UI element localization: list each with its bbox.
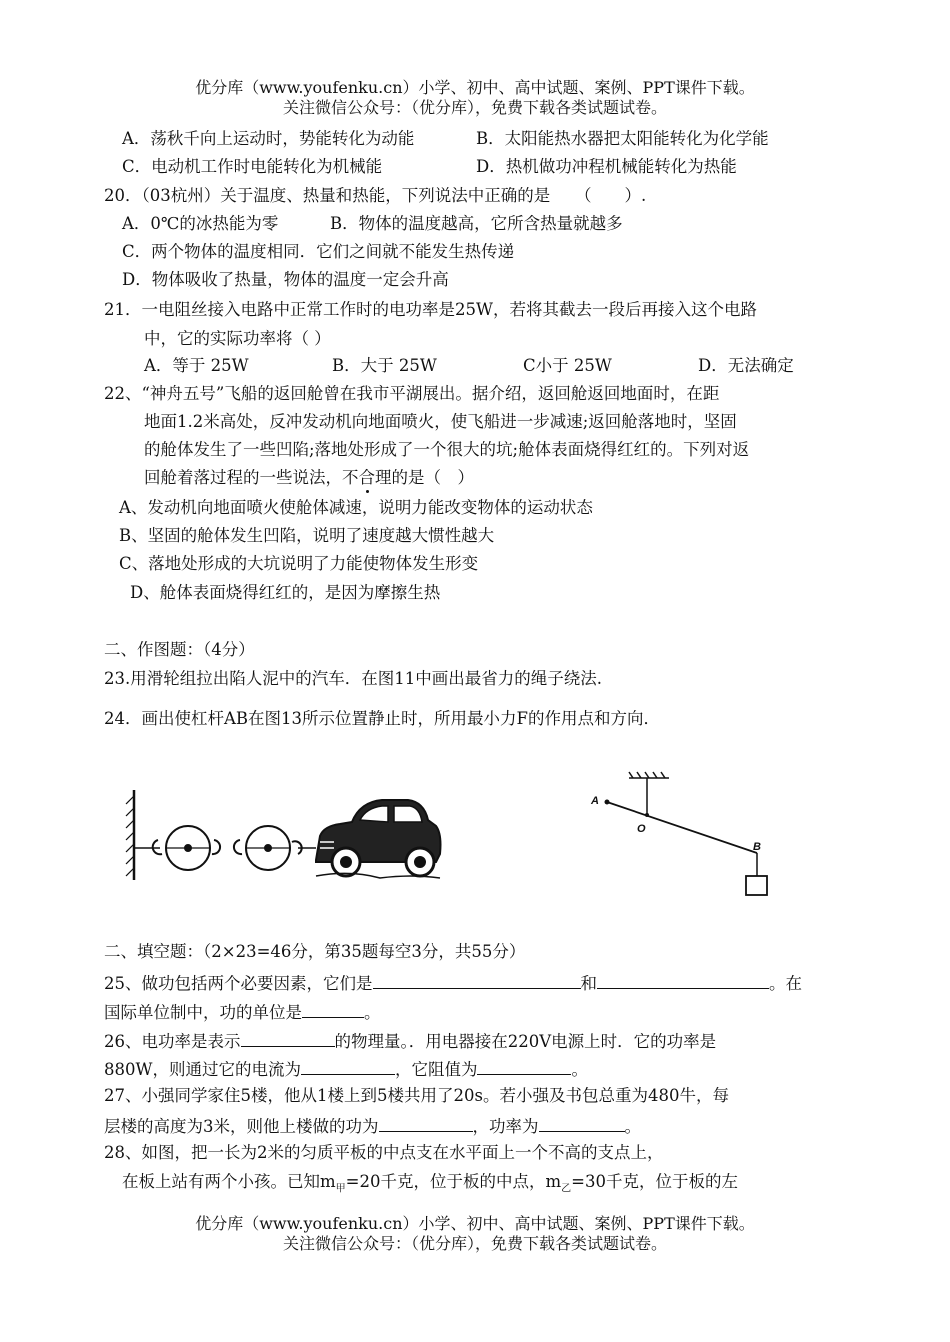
q22-option-a: A、发动机向地面喷火使舱体减速，说明力能改变物体的运动状态	[119, 498, 593, 517]
q26-text-4: ，它阻值为	[394, 1060, 478, 1079]
q26-text-5: 。	[571, 1060, 588, 1079]
q25-text-4: 国际单位制中，功的单位是	[104, 1003, 302, 1022]
q22-line-4	[144, 470, 474, 487]
q22-line-4-start: 回舱着落过程的一些说法，	[144, 468, 342, 487]
q26-blank-2[interactable]	[301, 1059, 395, 1075]
q27-line-2	[104, 1116, 641, 1136]
q23-stem: 23.用滑轮组拉出陷人泥中的汽车．在图11中画出最省力的绳子绕法.	[104, 669, 602, 688]
q27-blank-2[interactable]	[539, 1116, 625, 1132]
q25-text-5: 。	[364, 1003, 381, 1022]
q21-option-b: B．大于 25W	[332, 356, 437, 375]
pivot-o-marker	[645, 813, 649, 817]
q26-text-1: 26、电功率是表示	[104, 1032, 241, 1051]
q25-blank-3[interactable]	[302, 1002, 364, 1018]
q27-blank-1[interactable]	[379, 1116, 473, 1132]
q21-option-d: D．无法确定	[698, 356, 794, 375]
pulley-car-figure	[120, 790, 450, 890]
q24-stem: 24．画出使杠杆AB在图13所示位置静止时，所用最小力F的作用点和方向．	[104, 709, 660, 728]
q28-text-3: =30千克，位于板的左	[571, 1172, 738, 1191]
footer-line-2: 关注微信公众号：（优分库），免费下载各类试题试卷。	[282, 1234, 667, 1253]
q28-sub-jia: 甲	[335, 1183, 346, 1195]
q22-option-d: D、舱体表面烧得红红的，是因为摩擦生热	[130, 583, 441, 602]
q20-option-a: A．0℃的冰热能为零	[122, 214, 279, 233]
header-line-2: 关注微信公众号：（优分库），免费下载各类试题试卷。	[282, 98, 667, 117]
q28-text-2: =20千克，位于板的中点，m	[345, 1172, 562, 1191]
car-icon	[316, 800, 441, 878]
q26-line-2	[104, 1059, 588, 1079]
lever-figure	[585, 770, 785, 900]
q20-option-d: D．物体吸收了热量，物体的温度一定会升高	[122, 270, 449, 289]
q20-stem: 20．（03杭州）关于温度、热量和热能，下列说法中正确的是 （ ）.	[104, 186, 647, 205]
label-b: B	[753, 841, 761, 853]
q25-blank-1[interactable]	[373, 973, 581, 989]
point-a-marker	[605, 800, 610, 805]
q28-line-1: 28、如图，把一长为2米的匀质平板的中点支在水平面上一个不高的支点上，	[104, 1143, 664, 1162]
wall-support	[126, 790, 162, 880]
q27-text-3: 。	[624, 1117, 641, 1136]
q25-blank-2[interactable]	[597, 973, 769, 989]
lever-bar	[607, 802, 757, 853]
q25-text-2: 和	[580, 974, 597, 993]
footer-line-1: 优分库（www.youfenku.cn）小学、初中、高中试题、案例、PPT课件下载。	[195, 1214, 755, 1233]
q28-text-1: 在板上站有两个小孩。已知m	[122, 1172, 336, 1191]
q25-line-1	[104, 973, 802, 993]
q27-line-1: 27、小强同学家住5楼，他从1楼上到5楼共用了20s。若小强及书包总重为480牛，每	[104, 1086, 729, 1105]
q22-emphasis-word: 不合理	[342, 468, 392, 487]
header-line-1: 优分库（www.youfenku.cn）小学、初中、高中试题、案例、PPT课件下载。	[195, 78, 755, 97]
section-3-title: 二、填空题：（2×23=46分，第35题每空3分，共55分）	[104, 942, 526, 961]
label-a: A	[591, 795, 599, 807]
q19-option-b: B．太阳能热水器把太阳能转化为化学能	[476, 129, 769, 148]
q25-line-2	[104, 1002, 381, 1022]
q26-blank-1[interactable]	[241, 1031, 335, 1047]
section-2-title: 二、作图题：（4分）	[104, 640, 255, 659]
q20-option-c: C．两个物体的温度相同．它们之间就不能发生热传递	[122, 242, 515, 261]
q21-stem-line-2: 中，它的实际功率将（ ）	[144, 329, 331, 348]
q26-blank-3[interactable]	[477, 1059, 571, 1075]
q26-text-3: 880W，则通过它的电流为	[104, 1060, 301, 1079]
q28-line-2	[122, 1174, 738, 1194]
q19-option-c: C．电动机工作时电能转化为机械能	[122, 157, 383, 176]
q22-line-1: 22、“神舟五号”飞船的返回舱曾在我市平湖展出。据介绍，返回舱返回地面时，在距	[104, 384, 720, 403]
q25-text-1: 25、做功包括两个必要因素，它们是	[104, 974, 373, 993]
q27-text-1: 层楼的高度为3米，则他上楼做的功为	[104, 1117, 379, 1136]
q22-option-b: B、坚固的舱体发生凹陷，说明了速度越大惯性越大	[119, 526, 495, 545]
movable-pulley	[234, 826, 316, 870]
q28-sub-yi: 乙	[561, 1183, 572, 1195]
q19-option-a: A．荡秋千向上运动时，势能转化为动能	[122, 129, 415, 148]
q22-line-3: 的舱体发生了一些凹陷;落地处形成了一个很大的坑;舱体表面烧得红红的。下列对返	[144, 440, 750, 459]
q21-option-a: A．等于 25W	[144, 356, 249, 375]
q20-option-b: B．物体的温度越高，它所含热量就越多	[330, 214, 623, 233]
q22-option-c: C、落地处形成的大坑说明了力能使物体发生形变	[119, 554, 479, 573]
hanging-weight	[746, 876, 767, 895]
q25-text-3: 。在	[769, 974, 802, 993]
q21-stem-line-1: 21．一电阻丝接入电路中正常工作时的电功率是25W，若将其截去一段后再接入这个电路	[104, 300, 757, 319]
q19-option-d: D．热机做功冲程机械能转化为热能	[476, 157, 737, 176]
q22-line-4-end: 的是（ ）	[391, 468, 474, 487]
q22-line-2: 地面1.2米高处，反冲发动机向地面喷火，使飞船进一步减速;返回舱落地时，坚固	[144, 412, 737, 431]
q26-line-1	[104, 1031, 716, 1051]
fixed-pulley	[166, 826, 220, 870]
ceiling-support	[629, 772, 669, 814]
label-o: O	[637, 823, 646, 835]
q26-text-2: 的物理量。．用电器接在220V电源上时．它的功率是	[334, 1032, 717, 1051]
q21-option-c: C小于 25W	[523, 356, 612, 375]
q27-text-2: ，功率为	[472, 1117, 539, 1136]
